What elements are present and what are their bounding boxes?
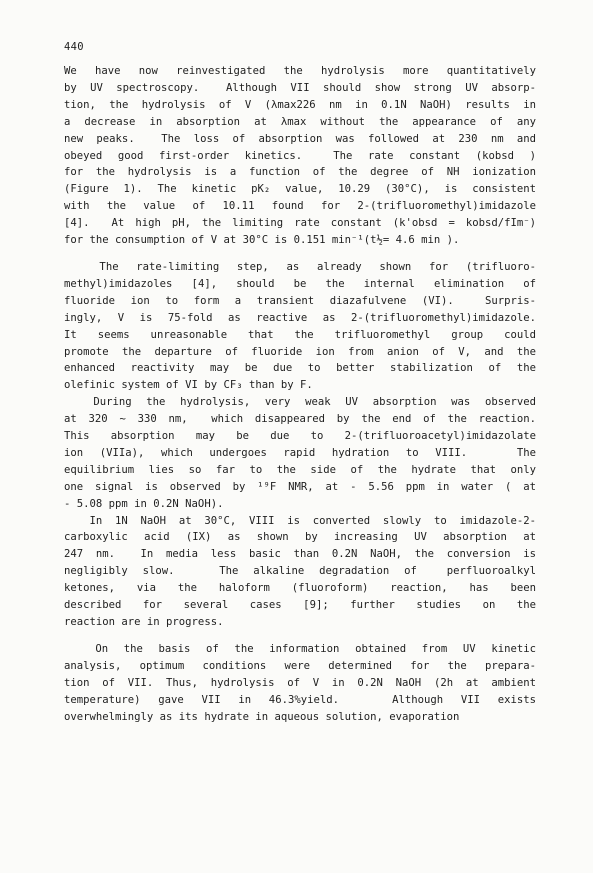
paragraph-3 [64,641,536,726]
text-line: temperature) gave VII in 46.3%yield. Although VII exists [64,693,536,706]
text-line: promote the departure of fluoride ion from anion of V, and the [64,345,536,358]
text-line: [4]. At high pH, the limiting rate constant (k'obsd = kobsd/fIm⁻) [64,217,536,230]
text-line: On the basis of the information obtained from UV kinetic [64,642,536,655]
text-line: olefinic system of VI by CF₃ than by F. [64,379,313,392]
text-line: ion (VIIa), which undergoes rapid hydration to VIII. The [64,446,536,459]
text-line: for the hydrolysis is a function of the degree of NH ionization [64,166,536,179]
text-line: It seems unreasonable that the trifluoromethyl group could [64,328,536,341]
text-line: described for several cases [9]; further studies on the [64,599,536,612]
text-line: for the consumption of V at 30°C is 0.151 min⁻¹(t½= 4.6 min ). [64,234,460,247]
text-line: equilibrium lies so far to the side of the hydrate that only [64,463,536,476]
text-line: with the value of 10.11 found for 2-(trifluoromethyl)imidazole [64,200,536,213]
text-line: - 5.08 ppm in 0.2N NaOH). [64,497,224,510]
text-line: at 320 ~ 330 nm, which disappeared by the end of the reaction. [64,413,536,426]
text-line: fluoride ion to form a transient diazafulvene (VI). Surpris- [64,294,536,307]
text-line: This absorption may be due to 2-(trifluoroacetyl)imidazolate [64,430,536,443]
text-line: one signal is observed by ¹⁹F NMR, at - 5.56 ppm in water ( at [64,480,536,493]
text-line: reaction are in progress. [64,616,224,628]
text-line: During the hydrolysis, very weak UV absorption was observed [64,396,536,409]
text-line: by UV spectroscopy. Although VII should show strong UV absorp- [64,81,536,94]
text-line: tion of VII. Thus, hydrolysis of V in 0.2N NaOH (2h at ambient [64,676,536,689]
text-line: new peaks. The loss of absorption was followed at 230 nm and [64,132,536,145]
text-line: overwhelmingly as its hydrate in aqueous solution, evaporation [64,710,460,723]
text-line: We have now reinvestigated the hydrolysis more quantitatively [64,65,536,77]
text-line: ingly, V is 75-fold as reactive as 2-(trifluoromethyl)imidazole. [64,311,536,324]
text-line: carboxylic acid (IX) as shown by increasing UV absorption at [64,531,536,544]
paragraph-1 [64,63,536,249]
body-text [64,63,536,725]
text-line: tion, the hydrolysis of V (λmax226 nm in 0.1N NaOH) results in [64,98,536,111]
text-line: obeyed good first-order kinetics. The rate constant (kobsd ) [64,149,536,162]
text-line: negligibly slow. The alkaline degradation of perfluoroalkyl [64,565,536,578]
page-number: 440 [64,41,84,53]
text-line: ketones, via the haloform (fluoroform) reaction, has been [64,582,536,595]
text-line: In 1N NaOH at 30°C, VIII is converted slowly to imidazole-2- [64,514,536,527]
text-line: 247 nm. In media less basic than 0.2N NaOH, the conversion is [64,548,536,561]
text-line: a decrease in absorption at λmax without the appearance of any [64,115,536,128]
text-line: methyl)imidazoles [4], should be the internal elimination of [64,277,536,290]
paragraph-2 [64,259,536,631]
text-line: The rate-limiting step, as already shown for (trifluoro- [64,260,536,273]
text-line: enhanced reactivity may be due to better stabilization of the [64,362,536,375]
text-line: (Figure 1). The kinetic pK₂ value, 10.29 (30°C), is consistent [64,183,536,196]
text-line: analysis, optimum conditions were determined for the prepara- [64,659,536,672]
